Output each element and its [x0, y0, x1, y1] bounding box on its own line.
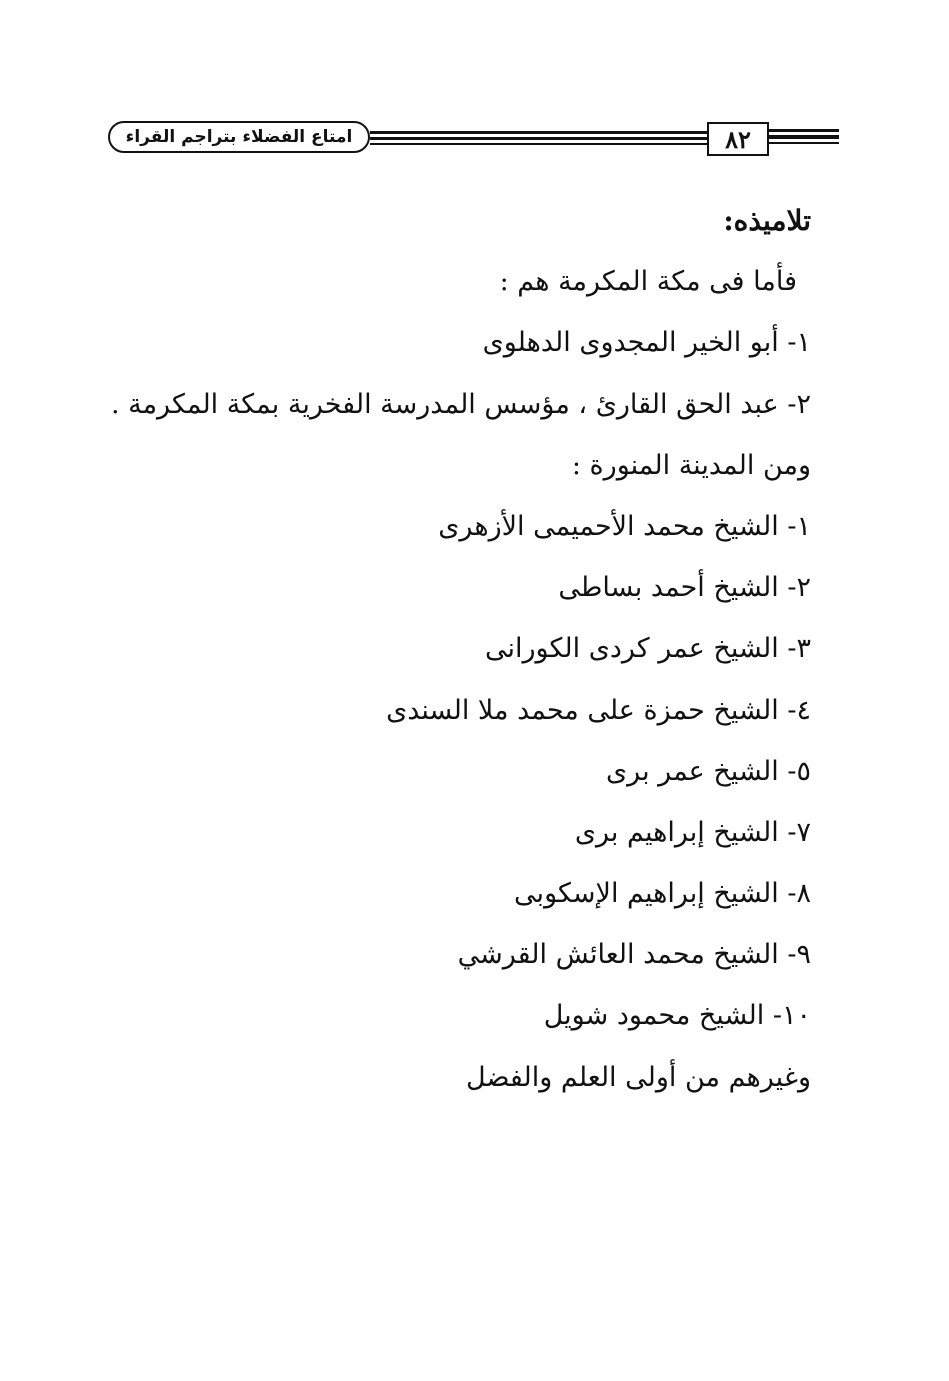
list-item: ١- الشيخ محمد الأحميمى الأزهرى	[438, 510, 811, 542]
list-item: ١٠- الشيخ محمود شويل	[543, 1000, 811, 1032]
list-item: ٩- الشيخ محمد العائش القرشي	[457, 939, 811, 971]
page-number: ٨٢	[707, 122, 769, 156]
list-item: ٧- الشيخ إبراهيم برى	[574, 816, 811, 848]
header-rule-right-2	[769, 135, 839, 139]
list-item: ٣- الشيخ عمر كردى الكورانى	[484, 633, 811, 665]
list-item: ١- أبو الخير المجدوى الدهلوى	[482, 327, 811, 359]
list-item: ٢- الشيخ أحمد بساطى	[558, 572, 811, 604]
closing-line: وغيرهم من أولى العلم والفضل	[466, 1061, 811, 1093]
header-rule-right-3	[769, 142, 839, 144]
makkah-intro: فأما فى مكة المكرمة هم :	[499, 266, 797, 298]
header-rule-left-3	[370, 143, 707, 145]
madinah-intro: ومن المدينة المنورة :	[571, 449, 811, 481]
list-item: ٤- الشيخ حمزة على محمد ملا السندى	[386, 694, 811, 726]
page-body	[111, 190, 811, 1108]
header-rule-left-2	[370, 137, 707, 140]
book-title: امتاع الفضلاء بتراجم القراء	[108, 121, 370, 153]
list-item: ٥- الشيخ عمر برى	[606, 755, 811, 787]
page-header	[0, 0, 949, 170]
list-item: ٢- عبد الحق القارئ ، مؤسس المدرسة الفخرية بمكة المكرمة .	[110, 388, 811, 420]
header-rule-right	[769, 129, 839, 132]
header-rule-left	[370, 131, 707, 134]
list-item: ٨- الشيخ إبراهيم الإسكوبى	[514, 878, 811, 910]
section-heading: تلاميذه:	[723, 204, 811, 237]
